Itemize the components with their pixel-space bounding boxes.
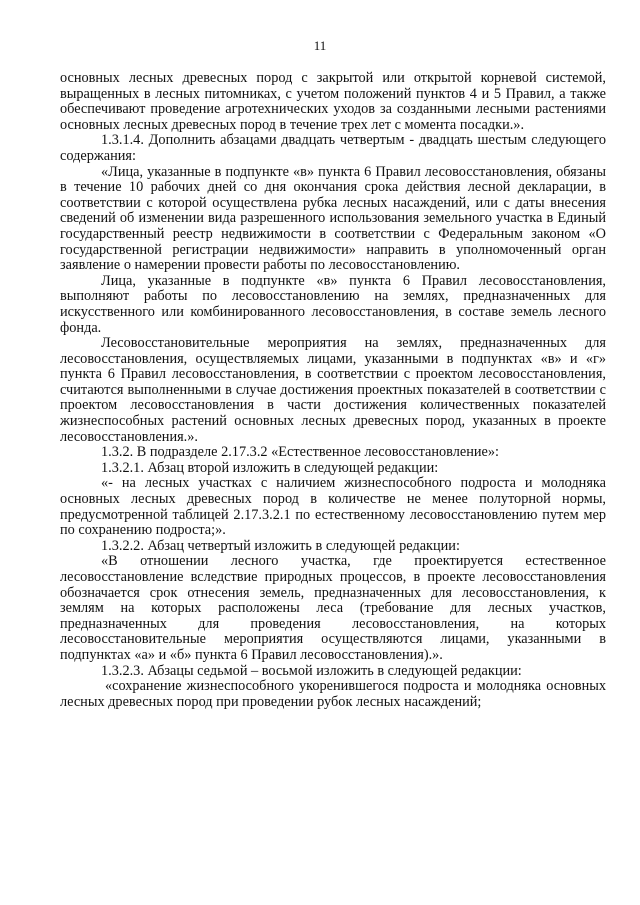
paragraph-quote-undergrowth: «- на лесных участках с наличием жизнеспособного подроста и молодняка основных лесных древесных пород в количестве не менее полуторной нормы, предусмотренной таблицей 2.17.3.2.1 по естественному лесовосстановлению путем мер по сохранению подроста;».	[60, 475, 606, 539]
paragraph-quote-persons-works: Лица, указанные в подпункте «в» пункта 6 Правил лесовосстановления, выполняют работы по лесовосстановлению на землях, предназначенных для искусственного или комбинированного лесовосстановления, в составе земель лесного фонда.	[60, 272, 606, 336]
paragraph-item-1-3-2-2: 1.3.2.2. Абзац четвертый изложить в следующей редакции:	[101, 537, 460, 554]
paragraph-item-1-3-2-1: 1.3.2.1. Абзац второй изложить в следующей редакции:	[101, 459, 439, 476]
document-body	[60, 71, 606, 710]
paragraph-quote-persons-obligation: «Лица, указанные в подпункте «в» пункта 6 Правил лесовосстановления, обязаны в течение 10 рабочих дней со дня окончания срока действия лесной декларации, в соответствии с которой осуществлена рубка лесных насаждений, или с даты внесения сведений об изменении вида разрешенного использования земельного участка в Единый государственный реестр недвижимости в соответствии с Федеральным законом «О государственной регистрации недвижимости» направить в уполномоченный орган заявление о намерении провести работы по лесовосстановлению.	[60, 163, 606, 274]
paragraph-item-1-3-1-4: 1.3.1.4. Дополнить абзацами двадцать четвертым - двадцать шестым следующего содержания:	[60, 132, 606, 164]
paragraph-item-1-3-2-3: 1.3.2.3. Абзацы седьмой – восьмой изложить в следующей редакции:	[101, 662, 522, 679]
paragraph-item-1-3-2: 1.3.2. В подразделе 2.17.3.2 «Естественное лесовосстановление»:	[101, 444, 499, 461]
paragraph-continuation: основных лесных древесных пород с закрытой или открытой корневой системой, выращенных в лесных питомниках, с учетом положений пунктов 4 и 5 Правил, а также обеспечивают проведение агротехнических уходов за созданными лесными растениями основных лесных древесных пород в течение трех лет с момента посадки.».	[60, 70, 606, 133]
page-number: 11	[313, 38, 327, 53]
paragraph-quote-preservation: «сохранение жизнеспособного укоренившегося подроста и молодняка основных лесных древесных пород при проведении рубок лесных насаждений;	[60, 678, 606, 710]
paragraph-quote-natural-regeneration: «В отношении лесного участка, где проектируется естественное лесовосстановление вследствие природных процессов, в проекте лесовосстановления обозначается срок отнесения земель, предназначенных для лесовосстановления, к землям на которых расположены леса (требование для лесных участков, предназначенных для проведения лесовосстановления, на которых лесовосстановительные мероприятия осуществляются лицами, указанными в подпунктах «а» и «б» пункта 6 Правил лесовосстановления).».	[60, 553, 606, 663]
paragraph-quote-measures: Лесовосстановительные мероприятия на землях, предназначенных для лесовосстановления, осуществляемых лицами, указанными в подпунктах «в» и «г» пункта 6 Правил лесовосстановления, в соответствии с проектом лесовосстановления, считаются выполненными в случае достижения проектных показателей в соответствии с проектом лесовосстановления в части достижения количественных показателей жизнеспособных растений основных лесных древесных пород, указанных в проекте лесовосстановления.».	[60, 335, 606, 445]
